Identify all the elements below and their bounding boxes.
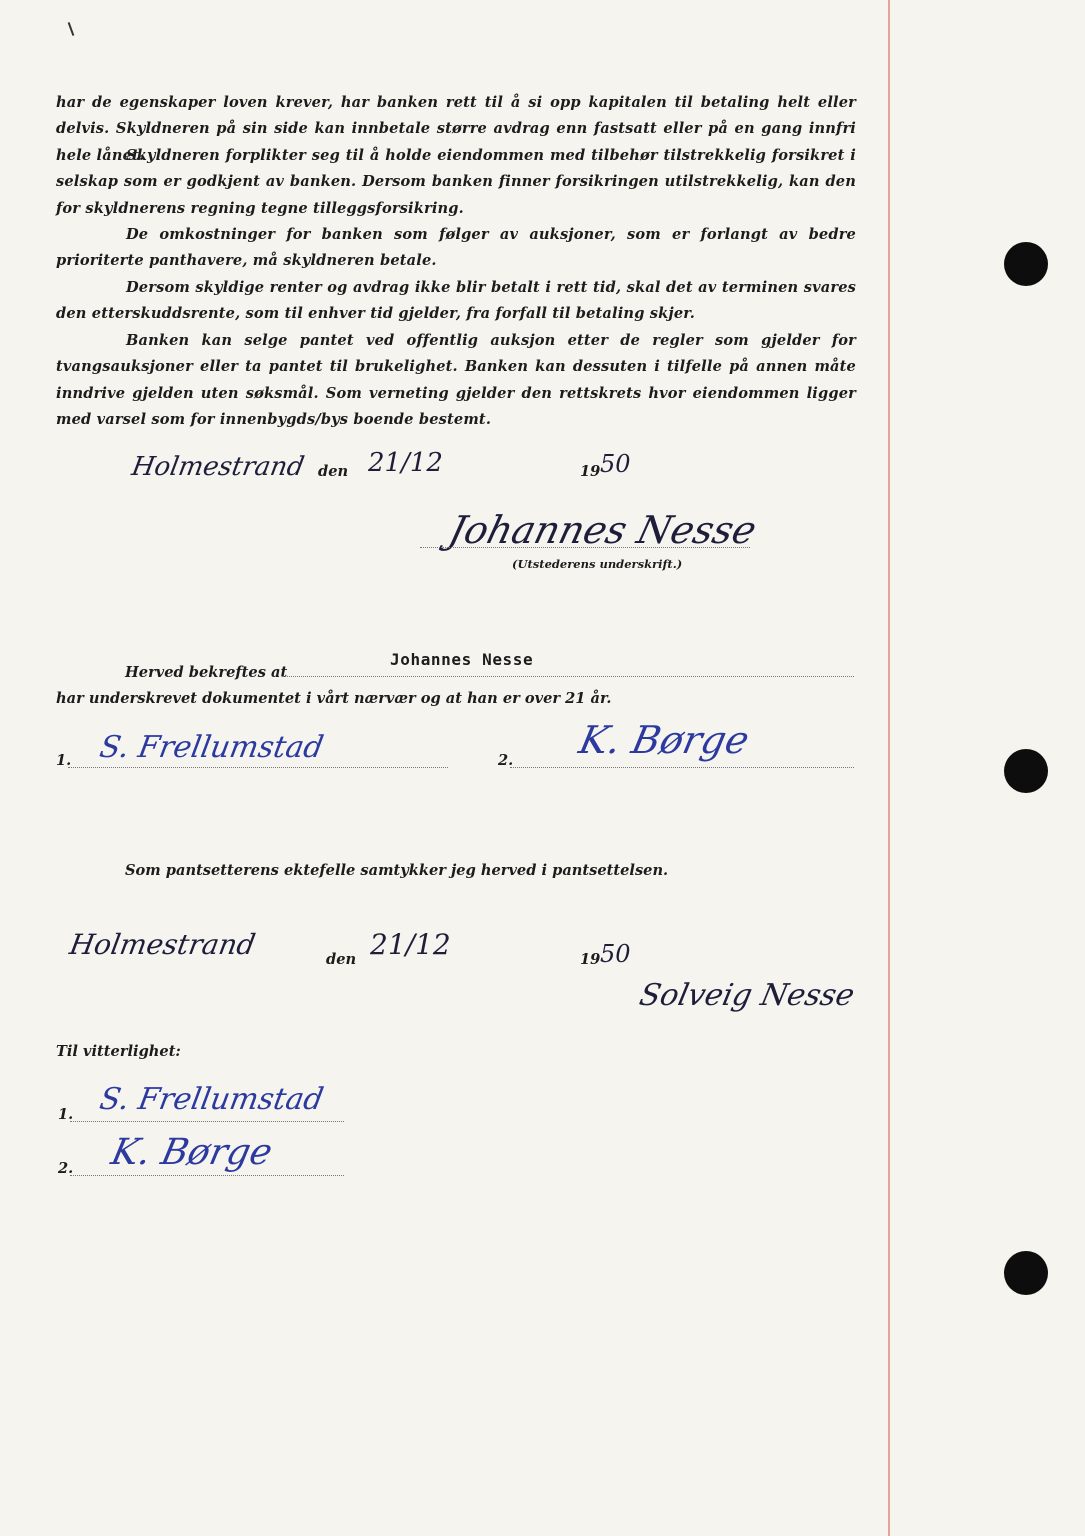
punch-hole xyxy=(1004,242,1048,286)
punch-hole xyxy=(1004,1251,1048,1295)
margin-rule xyxy=(888,0,890,1536)
paragraph-termination: har de egenskaper loven krever, har banken rett til å si opp kapitalen til betaling helt eller delvis. Skyldneren på sin side kan innbetale større avdrag enn fastsatt eller på en gang innfri hele lånet. xyxy=(56,94,856,164)
spouse-year-prefix: 19 xyxy=(580,951,601,968)
witnesses-heading: Til vitterlighet: xyxy=(56,1043,181,1060)
witness-a-number: 1. xyxy=(58,1106,74,1123)
confirmed-name: Johannes Nesse xyxy=(390,650,534,669)
signature-label: (Utstederens underskrift.) xyxy=(512,557,683,571)
witness1-signature: S. Frellumstad xyxy=(96,730,327,765)
spouse-den-label: den xyxy=(326,951,357,968)
witness2-number: 2. xyxy=(498,752,514,769)
witness2-line xyxy=(510,767,854,768)
paragraph-costs: De omkostninger for banken som følger av auksjoner, som er forlangt av bedre prioriterte panthavere, må skyldneren betale. xyxy=(56,226,856,270)
witness1-number: 1. xyxy=(56,752,72,769)
spouse-place: Holmestrand xyxy=(67,928,258,961)
spouse-year-suffix: 50 xyxy=(600,940,631,968)
signature-line xyxy=(420,547,750,548)
signing-place: Holmestrand xyxy=(129,452,307,482)
witness2-signature: K. Børge xyxy=(575,718,754,762)
witness-a-signature: S. Frellumstad xyxy=(96,1082,327,1117)
issuer-signature: Johannes Nesse xyxy=(444,508,761,552)
signing-date: 21/12 xyxy=(368,448,443,478)
den-label: den xyxy=(318,463,349,480)
witness-b-line xyxy=(70,1175,344,1176)
pen-mark xyxy=(68,22,75,36)
witness1-line xyxy=(68,767,448,768)
confirmation-statement: har underskrevet dokumentet i vårt nærvær og at han er over 21 år. xyxy=(56,690,612,707)
paragraph-interest: Dersom skyldige renter og avdrag ikke blir betalt i rett tid, skal det av terminen svares den etterskuddsrente, som til enhver tid gjelder, fra forfall til betaling skjer. xyxy=(56,279,856,323)
witness-b-signature: K. Børge xyxy=(107,1132,276,1173)
spouse-date: 21/12 xyxy=(370,928,451,961)
name-line xyxy=(282,676,854,677)
year-prefix: 19 xyxy=(580,463,601,480)
paragraph-auction: Banken kan selge pantet ved offentlig auksjon etter de regler som gjelder for tvangsauksjoner eller ta pantet til brukelighet. Banken kan dessuten i tilfelle på annen måte inndrive gjelden uten søksmål. Som verneting gjelder den rettskrets hvor eiendommen ligger med varsel som for innenbygds/bys boende bestemt. xyxy=(56,332,856,429)
year-suffix: 50 xyxy=(600,450,631,478)
spouse-signature: Solveig Nesse xyxy=(636,978,858,1013)
spouse-statement: Som pantsetterens ektefelle samtykker jeg herved i pantsettelsen. xyxy=(125,862,669,879)
paragraph-insurance: Skyldneren forplikter seg til å holde eiendommen med tilbehør tilstrekkelig forsikret i selskap som er godkjent av banken. Dersom banken finner forsikringen utilstrekkelig, kan den for skyldnerens regning tegne tilleggsforsikring. xyxy=(56,147,856,217)
punch-hole xyxy=(1004,749,1048,793)
confirmation-prefix: Herved bekreftes at xyxy=(125,664,288,681)
witness-a-line xyxy=(70,1121,344,1122)
witness-b-number: 2. xyxy=(58,1160,74,1177)
